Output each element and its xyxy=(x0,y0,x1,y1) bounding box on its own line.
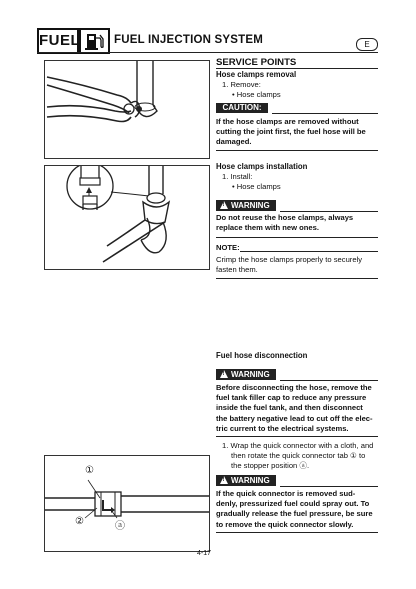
language-badge: E xyxy=(356,38,378,51)
figure-hose-clamp-removal xyxy=(44,60,210,159)
header-rule xyxy=(37,52,378,53)
section-tab-fuel: FUEL xyxy=(37,28,79,54)
disconnect-step: 1. Wrap the quick connector with a cloth, and then rotate the quick connector tab ① to the stopper position ⓐ. xyxy=(222,441,374,471)
warning-text-2: Before disconnecting the hose, remove the fuel tank filler cap to reduce any pressure inside the fuel tank, and then disconnect the battery negative lead to cut off the elec- tric current to the electrical systems. xyxy=(216,383,373,433)
caution-label: CAUTION: xyxy=(216,103,268,113)
page-title: FUEL INJECTION SYSTEM xyxy=(114,34,264,46)
warning-label-3: !WARNING xyxy=(216,475,276,486)
install-step: 1. Install: xyxy=(222,172,253,181)
figure-hose-clamp-installation xyxy=(44,165,210,270)
warning-triangle-icon xyxy=(220,476,228,484)
figure-quick-connector xyxy=(44,455,210,552)
warning-triangle-icon xyxy=(220,201,228,209)
warning-text-3: If the quick connector is removed sud- denly, pressurized fuel could spray out. To gradually release the fuel pressure, be sure to remove the quick connector slowly. xyxy=(216,489,373,529)
callout-1: ① xyxy=(85,465,94,476)
service-points-title: SERVICE POINTS xyxy=(216,57,297,68)
caution-end-rule xyxy=(216,150,378,151)
note-text: Crimp the hose clamps properly to securely fasten them. xyxy=(216,255,363,275)
fuel-pump-icon xyxy=(79,28,110,54)
disconnection-heading: Fuel hose disconnection xyxy=(216,351,308,360)
warning-rule-3 xyxy=(280,486,378,487)
page-number: 4-17 xyxy=(197,550,212,557)
caution-text: If the hose clamps are removed without cutting the joint first, the fuel hose will be damaged. xyxy=(216,117,366,147)
install-heading: Hose clamps installation xyxy=(216,162,308,171)
warning-triangle-icon xyxy=(220,370,228,378)
warning-rule-2 xyxy=(280,380,378,381)
callout-a: ⓐ xyxy=(115,521,125,532)
warning-rule-1 xyxy=(280,211,378,212)
callout-2: ② xyxy=(75,516,84,527)
caution-rule xyxy=(272,113,378,114)
note-end-rule xyxy=(216,278,378,279)
warning-text-1: Do not reuse the hose clamps, always replace them with new ones. xyxy=(216,213,354,233)
install-item: • Hose clamps xyxy=(232,182,281,191)
service-points-rule xyxy=(216,68,378,69)
warning-end-rule-1 xyxy=(216,237,378,238)
warning-end-rule-3 xyxy=(216,532,378,533)
note-rule xyxy=(240,251,378,252)
warning-label-2: !WARNING xyxy=(216,369,276,380)
removal-step: 1. Remove: xyxy=(222,80,261,89)
warning-label-1: !WARNING xyxy=(216,200,276,211)
note-label: NOTE: xyxy=(216,243,240,252)
removal-item: • Hose clamps xyxy=(232,90,281,99)
warning-end-rule-2 xyxy=(216,436,378,437)
removal-heading: Hose clamps removal xyxy=(216,70,297,79)
